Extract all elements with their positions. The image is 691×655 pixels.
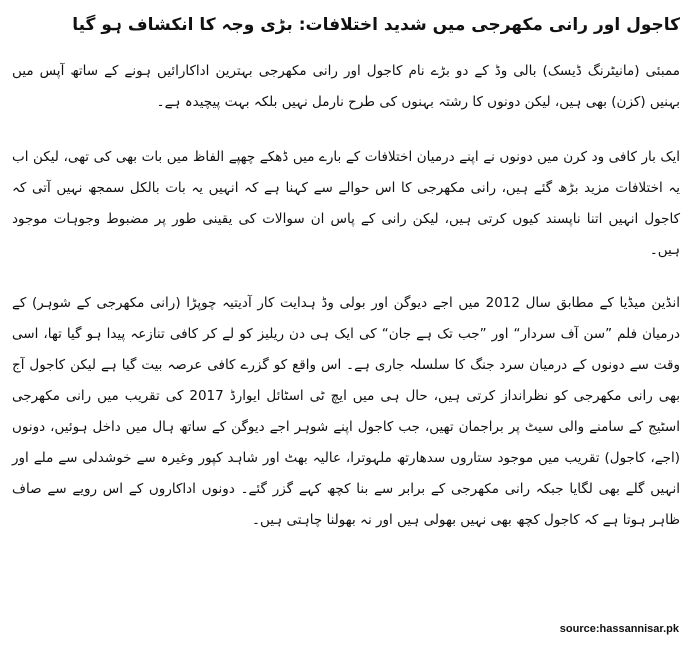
article-paragraph-1: ممبئی (مانیٹرنگ ڈیسک) بالی وڈ کے دو بڑے نام کاجول اور رانی مکھرجی بہترین اداکارائیں ہونے کے ساتھ آپس میں بہنیں (کزن) بھی ہیں، لیکن دونوں کا رشتہ بہنوں کی طرح نارمل نہیں بلکہ بہت پیچیدہ ہے۔ [12,63,680,110]
article-paragraph-2: ایک بار کافی ود کرن میں دونوں نے اپنے درمیان اختلافات کے بارے میں ڈھکے چھپے الفاظ میں بات بھی کی تھی، لیکن اب یہ اختلافات مزید بڑھ گئے ہیں، رانی مکھرجی کا اس حوالے سے کہنا ہے کہ انہیں یہ بات بالکل سمجھ نہیں آتی کہ کاجول انہیں اتنا ناپسند کیوں کرتی ہیں، لیکن رانی کے پاس ان سوالات کی یقینی طور پر مضبوط وجوہات موجود ہیں۔ [12,149,680,258]
article [12,0,680,655]
source-credit: source:hassannisar.pk [559,623,679,635]
article-headline: کاجول اور رانی مکھرجی میں شدید اختلافات: بڑی وجہ کا انکشاف ہو گیا [72,15,680,35]
article-paragraph-3: انڈین میڈیا کے مطابق سال 2012 میں اجے دیوگن اور بولی وڈ ہدایت کار آدیتیہ چوپڑا (رانی مکھرجی کے شوہر) کے درمیان فلم ”سن آف سردار“ اور ”جب تک ہے جان“ کی ایک ہی دن ریلیز کو لے کر کافی تنازعہ پیدا ہو گیا تھا، اسی وقت سے دونوں کے درمیان سرد جنگ کا سلسلہ جاری ہے۔ اس واقع کو گزرے کافی عرصہ بیت گیا ہے لیکن کاجول آج بھی رانی مکھرجی کو نظرانداز کرتی ہیں، حال ہی میں ایچ ٹی اسٹائل ایوارڈ 2017 کی تقریب میں رانی مکھرجی اسٹیج کے سامنے والی سیٹ پر براجمان تھیں، جب کاجول اپنے شوہر اجے دیوگن کے ساتھ ہال میں داخل ہوئیں، دونوں (اجے، کاجول) تقریب میں موجود ستاروں سدھارتھ ملہوترا، عالیہ بھٹ اور شاہد کپور وغیرہ سے خوشدلی سے ملے اور انہیں گلے بھی لگایا جبکہ رانی مکھرجی کے برابر سے بنا کچھ کہے گزر گئے۔ دونوں اداکاروں کے اس رویے سے صاف ظاہر ہوتا ہے کہ کاجول کچھ بھی نہیں بھولی ہیں اور نہ بھولنا چاہتی ہیں۔ [12,295,680,528]
